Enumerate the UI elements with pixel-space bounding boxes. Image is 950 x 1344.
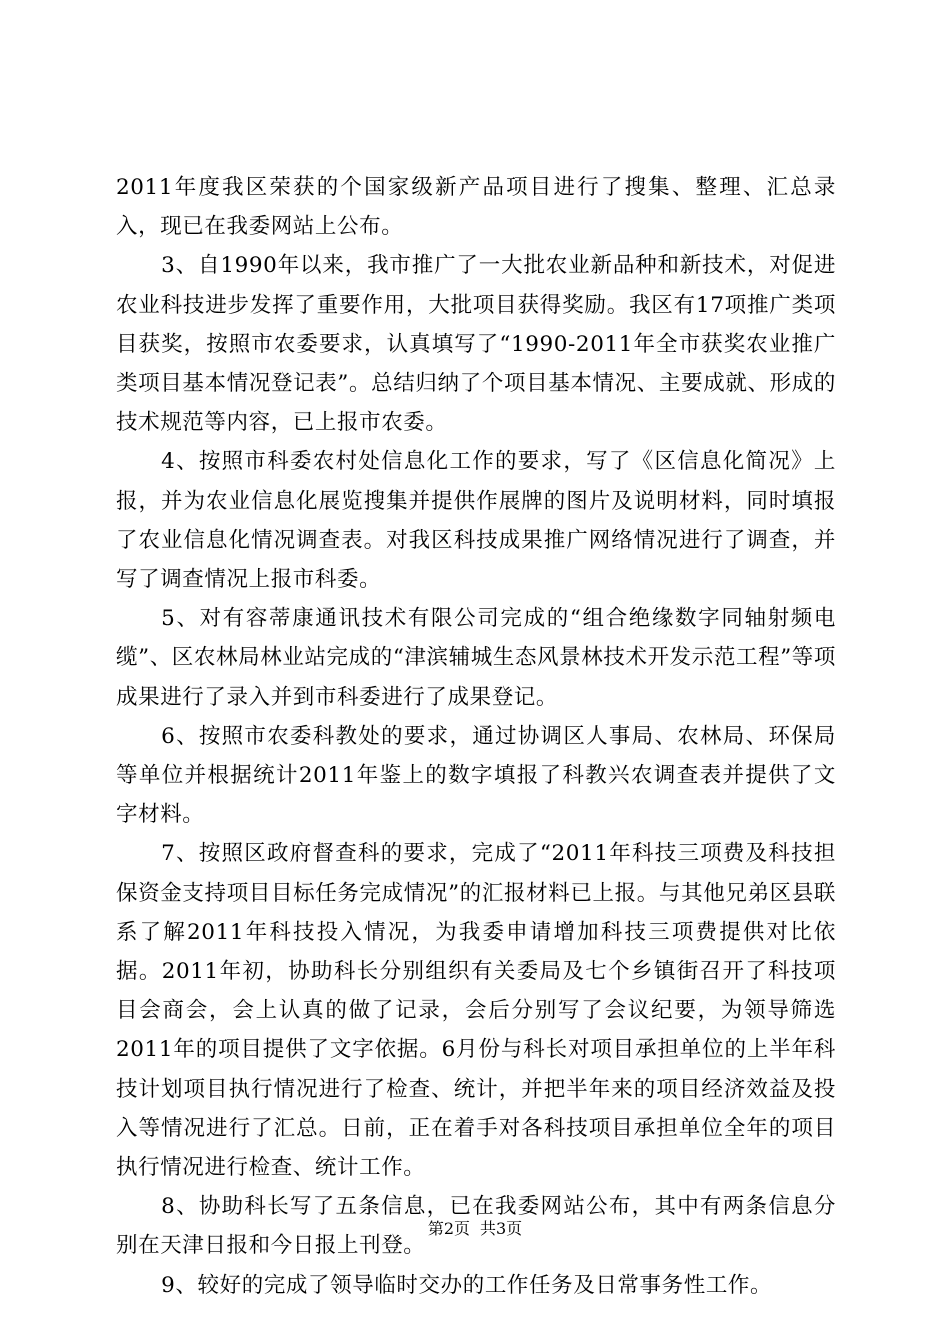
document-body [116, 168, 836, 1305]
paragraph-2: 3、自1990年以来，我市推广了一大批农业新品种和新技术，对促进农业科技进步发挥了重要作用，大批项目获得奖励。我区有17项推广类项目获奖，按照市农委要求，认真填写了“1990-2011年全市获奖农业推广类项目基本情况登记表”。总结归纳了个项目基本情况、主要成就、形成的技术规范等内容，已上报市农委。 [116, 253, 836, 436]
paragraph-3: 4、按照市科委农村处信息化工作的要求，写了《区信息化简况》上报，并为农业信息化展览搜集并提供作展牌的图片及说明材料，同时填报了农业信息化情况调查表。对我区科技成果推广网络情况进行了调查，并写了调查情况上报市科委。 [116, 449, 836, 593]
page-footer [0, 1218, 950, 1240]
paragraph-6: 7、按照区政府督查科的要求，完成了“2011年科技三项费及科技担保资金支持项目目标任务完成情况”的汇报材料已上报。与其他兄弟区县联系了解2011年科技投入情况，为我委申请增加科技三项费提供对比依据。2011年初，协助科长分别组织有关委局及七个乡镇街召开了科技项目会商会，会上认真的做了记录，会后分别写了会议纪要，为领导筛选2011年的项目提供了文字依据。6月份与科长对项目承担单位的上半年科技计划项目执行情况进行了检查、统计，并把半年来的项目经济效益及投入等情况进行了汇总。日前，正在着手对各科技项目承担单位全年的项目执行情况进行检查、统计工作。 [116, 841, 836, 1181]
paragraph-8: 9、较好的完成了领导临时交办的工作任务及日常事务性工作。 [161, 1272, 773, 1298]
paragraph-4: 5、对有容蒂康通讯技术有限公司完成的“组合绝缘数字同轴射频电缆”、区农林局林业站完成的“津滨辅城生态风景林技术开发示范工程”等项成果进行了录入并到市科委进行了成果登记。 [116, 606, 836, 710]
page-total: 共3页 [480, 1219, 523, 1238]
page-number: 第2页 [427, 1219, 470, 1238]
paragraph-7: 8、协助科长写了五条信息，已在我委网站公布，其中有两条信息分别在天津日报和今日报上刊登。 [116, 1194, 836, 1259]
paragraph-1: 2011年度我区荣获的个国家级新产品项目进行了搜集、整理、汇总录入，现已在我委网站上公布。 [116, 175, 836, 240]
paragraph-5: 6、按照市农委科教处的要求，通过协调区人事局、农林局、环保局等单位并根据统计2011年鉴上的数字填报了科教兴农调查表并提供了文字材料。 [116, 723, 836, 828]
